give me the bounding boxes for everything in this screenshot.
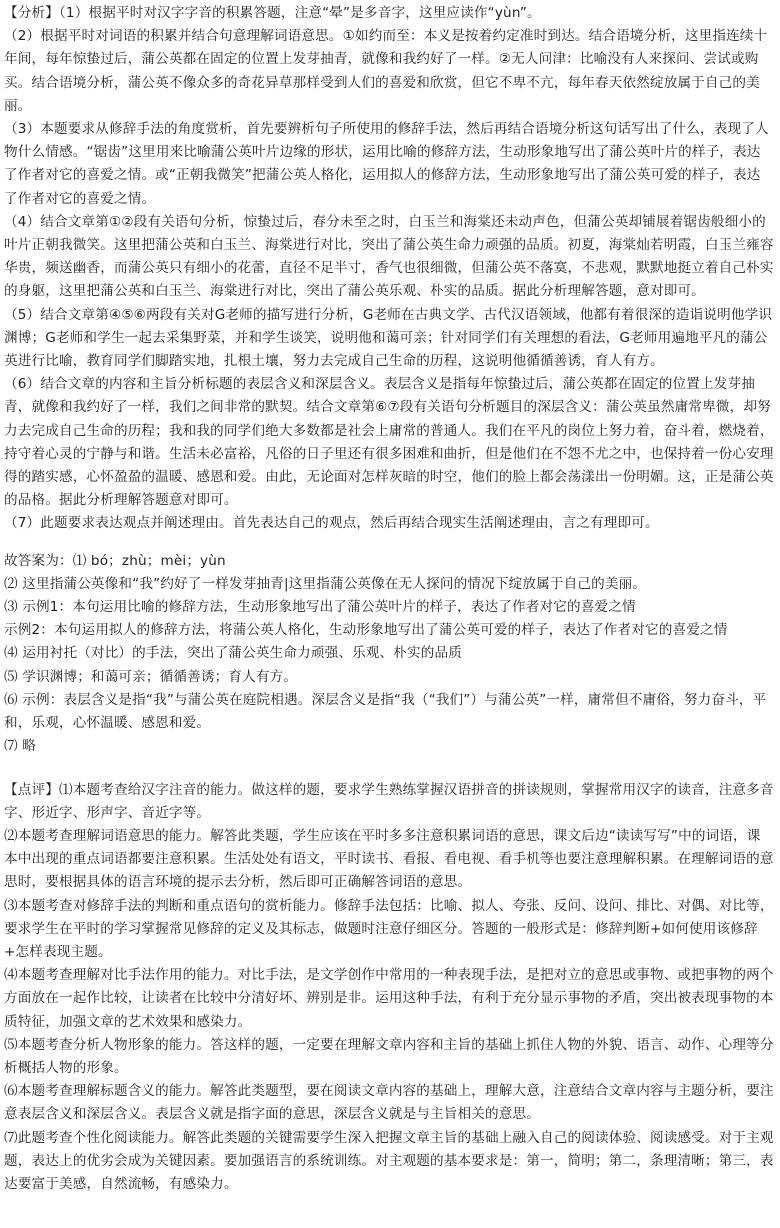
commentary-paragraph-1: 【点评】⑴本题考查给汉字注音的能力。做这样的题，要求学生熟练掌握汉语拼音的拼读规则，掌握常用汉字的读音，注意多音字、形近字、形声字、音近字等。	[4, 781, 774, 821]
commentary-paragraph-7: ⑺此题考查个性化阅读能力。解答此类题的关键需要学生深入把握文章主旨的基础上融入自己的阅读体验、阅读感受。对于主观题，表达上的优劣会成为关键因素。要加强语言的系统训练。对主观题的基本要求是：第一，简明；第二，条理清晰；第三，表达要富于美感，自然流畅，有感染力。	[4, 1129, 774, 1192]
commentary-paragraph-5: ⑸本题考查分析人物形象的能力。答这样的题，一定要在理解文章内容和主旨的基础上抓住人物的外貌、语言、动作、心理等分析概括人物的形象。	[4, 1036, 774, 1076]
answer-line-3: ⑶ 示例1：本句运用比喻的修辞方法，生动形象地写出了蒲公英叶片的样子，表达了作者对它的喜爱之情	[4, 599, 636, 616]
analysis-paragraph-1: 【分析】（1）根据平时对汉字字音的积累答题，注意“晕”是多音字，这里应读作“yùn”。	[4, 5, 541, 21]
section-spacer	[4, 536, 774, 550]
analysis-paragraph-7: （7）此题要求表达观点并阐述理由。首先表达自己的观点，然后再结合现实生活阐述理由，言之有理即可。	[4, 515, 659, 532]
analysis-paragraph-2: （2）根据平时对词语的积累并结合句意理解词语意思。①如约而至：本义是按着约定准时到达。结合语境分析，这里指连续十年间，每年惊蛰过后，蒲公英都在固定的位置上发芽抽青，就像和我约好了一样。②无人问津：比喻没有人来探问、尝试或购买。结合语境分析，蒲公英不像众多的奇花异草那样受到人们的喜爱和欣赏，但它不卑不亢，每年春天依然绽放属于自己的美丽。	[4, 28, 768, 114]
commentary-paragraph-3: ⑶本题考查对修辞手法的判断和重点语句的赏析能力。修辞手法包括：比喻、拟人、夸张、反问、设问、排比、对偶、对比等，要求学生在平时的学习掌握常见修辞的定义及其标志，做题时注意仔细区分。答题的一般形式是：修辞判断+如何使用该修辞+怎样表现主题。	[4, 897, 774, 960]
analysis-paragraph-3: （3）本题要求从修辞手法的角度赏析，首先要辨析句子所使用的修辞手法，然后再结合语境分析这句话写出了什么，表现了人物什么情感。“锯齿”这里用来比喻蒲公英叶片边缘的形状，运用比喻的修辞方法，生动形象地写出了蒲公英叶片的样子，表达了作者对它的喜爱之情。或“正朝我微笑”把蒲公英人格化，运用拟人的修辞方法，生动形象地写出了蒲公英可爱的样子，表达了作者对它的喜爱之情。	[4, 121, 769, 207]
answer-line-8: ⑺ 略	[4, 738, 36, 755]
answer-line-1: 故答案为：⑴ bó；zhù；mèi；yùn	[4, 552, 226, 569]
commentary-section	[4, 779, 774, 1197]
analysis-paragraph-5: （5）结合文章第④⑤⑥两段有关对G老师的描写进行分析，G老师在古典文学、古代汉语领域，他都有着很深的造诣说明他学识渊博；G老师和学生一起去采集野菜，并和学生谈笑，说明他和蔼可亲；针对同学们有关理想的看法，G老师用遍地平凡的蒲公英进行比喻，教育同学们脚踏实地，扎根土壤，努力去完成自己生命的历程，这说明他循循善诱，育人有方。	[4, 306, 773, 370]
answer-line-6: ⑸ 学识渊博；和蔼可亲；循循善诱；育人有方。	[4, 668, 298, 685]
section-spacer	[4, 759, 774, 779]
answer-line-5: ⑷ 运用衬托（对比）的手法，突出了蒲公英生命力顽强、乐观、朴实的品质	[4, 645, 463, 662]
commentary-paragraph-6: ⑹本题考查理解标题含义的能力。解答此类题型，要在阅读文章内容的基础上，理解大意，注意结合文章内容与主题分析，要注意表层含义和深层含义。表层含义就是指字面的意思，深层含义就是与主旨相关的意思。	[4, 1083, 774, 1123]
answer-line-2: ⑵ 这里指蒲公英像和“我”约好了一样发芽抽青|这里指蒲公英像在无人探问的情况下绽放属于自己的美丽。	[4, 575, 647, 592]
analysis-section	[4, 2, 774, 536]
commentary-paragraph-4: ⑷本题考查理解对比手法作用的能力。对比手法，是文学创作中常用的一种表现手法，是把对立的意思或事物、或把事物的两个方面放在一起作比较，让读者在比较中分清好坏、辨别是非。运用这种手法，有利于充分显示事物的矛盾，突出被表现事物的本质特征，加强文章的艺术效果和感染力。	[4, 967, 774, 1030]
answer-section	[4, 550, 774, 759]
analysis-paragraph-4: （4）结合文章第①②段有关语句分析，惊蛰过后，春分未至之时，白玉兰和海棠还未动声色，但蒲公英却铺展着锯齿般细小的叶片正朝我微笑。这里把蒲公英和白玉兰、海棠进行对比，突出了蒲公英生命力顽强的品质。初夏，海棠灿若明霞，白玉兰雍容华贵，频送幽香，而蒲公英只有细小的花蕾，直径不足半寸，香气也很细微，但蒲公英不落寞，不悲观，默默地挺立着自己朴实的身躯，这里把蒲公英和白玉兰、海棠进行对比，突出了蒲公英乐观、朴实的品质。据此分析理解答题，意对即可。	[4, 213, 774, 300]
analysis-paragraph-6: （6）结合文章的内容和主旨分析标题的表层含义和深层含义。表层含义是指每年惊蛰过后，蒲公英都在固定的位置上发芽抽青，就像和我约好了一样，我们之间非常的默契。结合文章第⑥⑦段有关语句分析题目的深层含义：蒲公英虽然庸常卑微，却努力去完成自己生命的历程；我和我的同学们绝大多数都是社会上庸常的普通人。我们在平凡的岗位上努力着，奋斗着，燃烧着，持守着心灵的宁静与和谐。生活未必富裕，凡俗的日子里还有很多困难和曲折，但是他们在不怨不尤之中，也保持着一份心安理得的踏实感，心怀盈盈的温暖、感恩和爱。由此，无论面对怎样灰暗的时空，他们的脸上都会荡漾出一份明媚。这，正是蒲公英的品格。据此分析理解答题意对即可。	[4, 376, 774, 509]
answer-line-4: 示例2：本句运用拟人的修辞方法，将蒲公英人格化，生动形象地写出了蒲公英可爱的样子，表达了作者对它的喜爱之情	[4, 622, 728, 639]
commentary-paragraph-2: ⑵本题考查理解词语意思的能力。解答此类题，学生应该在平时多多注意积累词语的意思，课文后边“读读写写”中的词语，课本中出现的重点词语都要注意积累。生活处处有语文，平时读书、看报、看电视、看手机等也要注意理解积累。在理解词语的意思时，要根据具体的语言环境的提示去分析，然后即可正确解答词语的意思。	[4, 827, 774, 891]
answer-line-7: ⑹ 示例：表层含义是指“我”与蒲公英在庭院相遇。深层含义是指“我（“我们”）与蒲公英”一样，庸常但不庸俗，努力奋斗，平和，乐观，心怀温暖、感恩和爱。	[4, 691, 767, 732]
